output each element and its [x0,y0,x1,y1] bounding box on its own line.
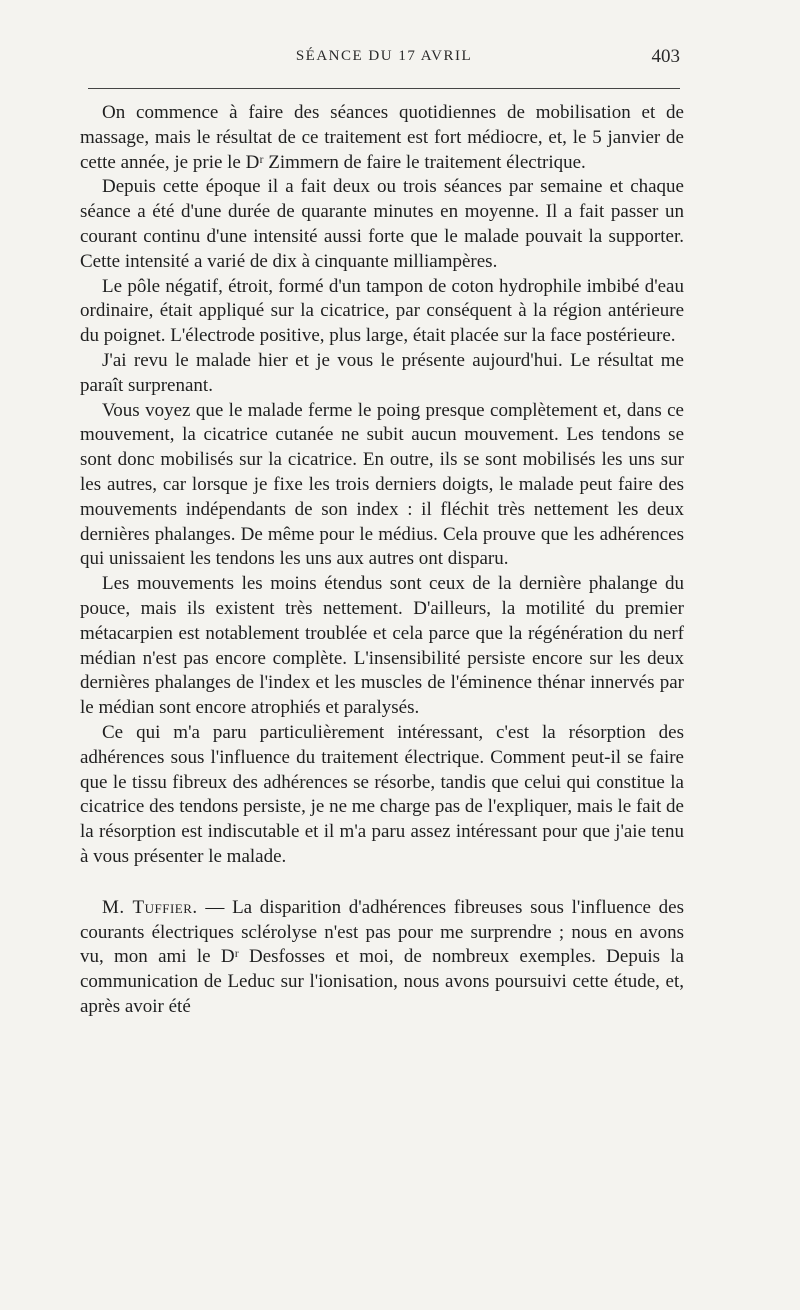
paragraph: Depuis cette époque il a fait deux ou trois séances par semaine et chaque séance a été d'une durée de quarante minutes en moyenne. Il a fait passer un courant continu d'une intensité aussi forte que le malade pouvait la supporter. Cette intensité a varié de dix à cinquante milliampères. [80,176,684,272]
paragraph: J'ai revu le malade hier et je vous le présente aujourd'hui. Le résultat me paraît surprenant. [80,349,684,396]
paragraph: Les mouvements les moins étendus sont ceux de la dernière phalange du pouce, mais ils existent très nettement. D'ailleurs, la motilité du premier métacarpien est notablement troublée et cela parce que la régénération du nerf médian n'est pas encore complète. L'insensibilité persiste encore sur les deux dernières phalanges de l'index et les muscles de l'éminence thénar innervés par le médian sont encore atrophiés et paralysés. [80,573,684,719]
paragraph: Ce qui m'a paru particulièrement intéressant, c'est la résorption des adhérences sous l'influence du traitement électrique. Comment peut-il se faire que le tissu fibreux des adhérences se résorbe, tandis que celui qui constitue la cicatrice des tendons persiste, je ne me charge pas de l'expliquer, mais le fait de la résorption est indiscutable et il m'a paru assez intéressant pour que j'aie tenu à vous présenter le malade. [80,721,684,867]
page-number: 403 [651,46,680,67]
paragraph: Le pôle négatif, étroit, formé d'un tampon de coton hydrophile imbibé d'eau ordinaire, était appliqué sur la cicatrice, par conséquent à la région antérieure du poignet. L'électrode positive, plus large, était placée sur la face postérieure. [80,275,684,347]
page-header [88,48,680,78]
header-rule [88,88,680,89]
body-text [80,101,684,1020]
discussion-text: — La disparition d'adhérences fibreuses sous l'influence des courants électriques sclérolyse n'est pas pour me surprendre ; nous en avons vu, mon ami le Dʳ Desfosses et moi, de nombreux exemples. Depuis la communication de Leduc sur l'ionisation, nous avons poursuivi cette étude, et, après avoir été [80,896,684,1017]
paragraph: On commence à faire des séances quotidiennes de mobilisation et de massage, mais le résultat de ce traitement est fort médiocre, et, le 5 janvier de cette année, je prie le Dʳ Zimmern de faire le traitement électrique. [80,102,684,173]
paragraph: Vous voyez que le malade ferme le poing presque complètement et, dans ce mouvement, la cicatrice cutanée ne subit aucun mouvement. Les tendons se sont donc mobilisés sur la cicatrice. En outre, ils se sont mobilisés les uns sur les autres, car lorsque je fixe les trois derniers doigts, le malade peut faire des mouvements indépendants de son index : il fléchit très nettement les deux dernières phalanges. De même pour le médius. Cela prouve que les adhérences qui unissaient les tendons les uns aux autres ont disparu. [80,399,684,570]
discussion-paragraph [80,896,684,1020]
speaker-name: M. Tuffier. [102,896,198,918]
running-head: SÉANCE DU 17 AVRIL [295,48,473,64]
